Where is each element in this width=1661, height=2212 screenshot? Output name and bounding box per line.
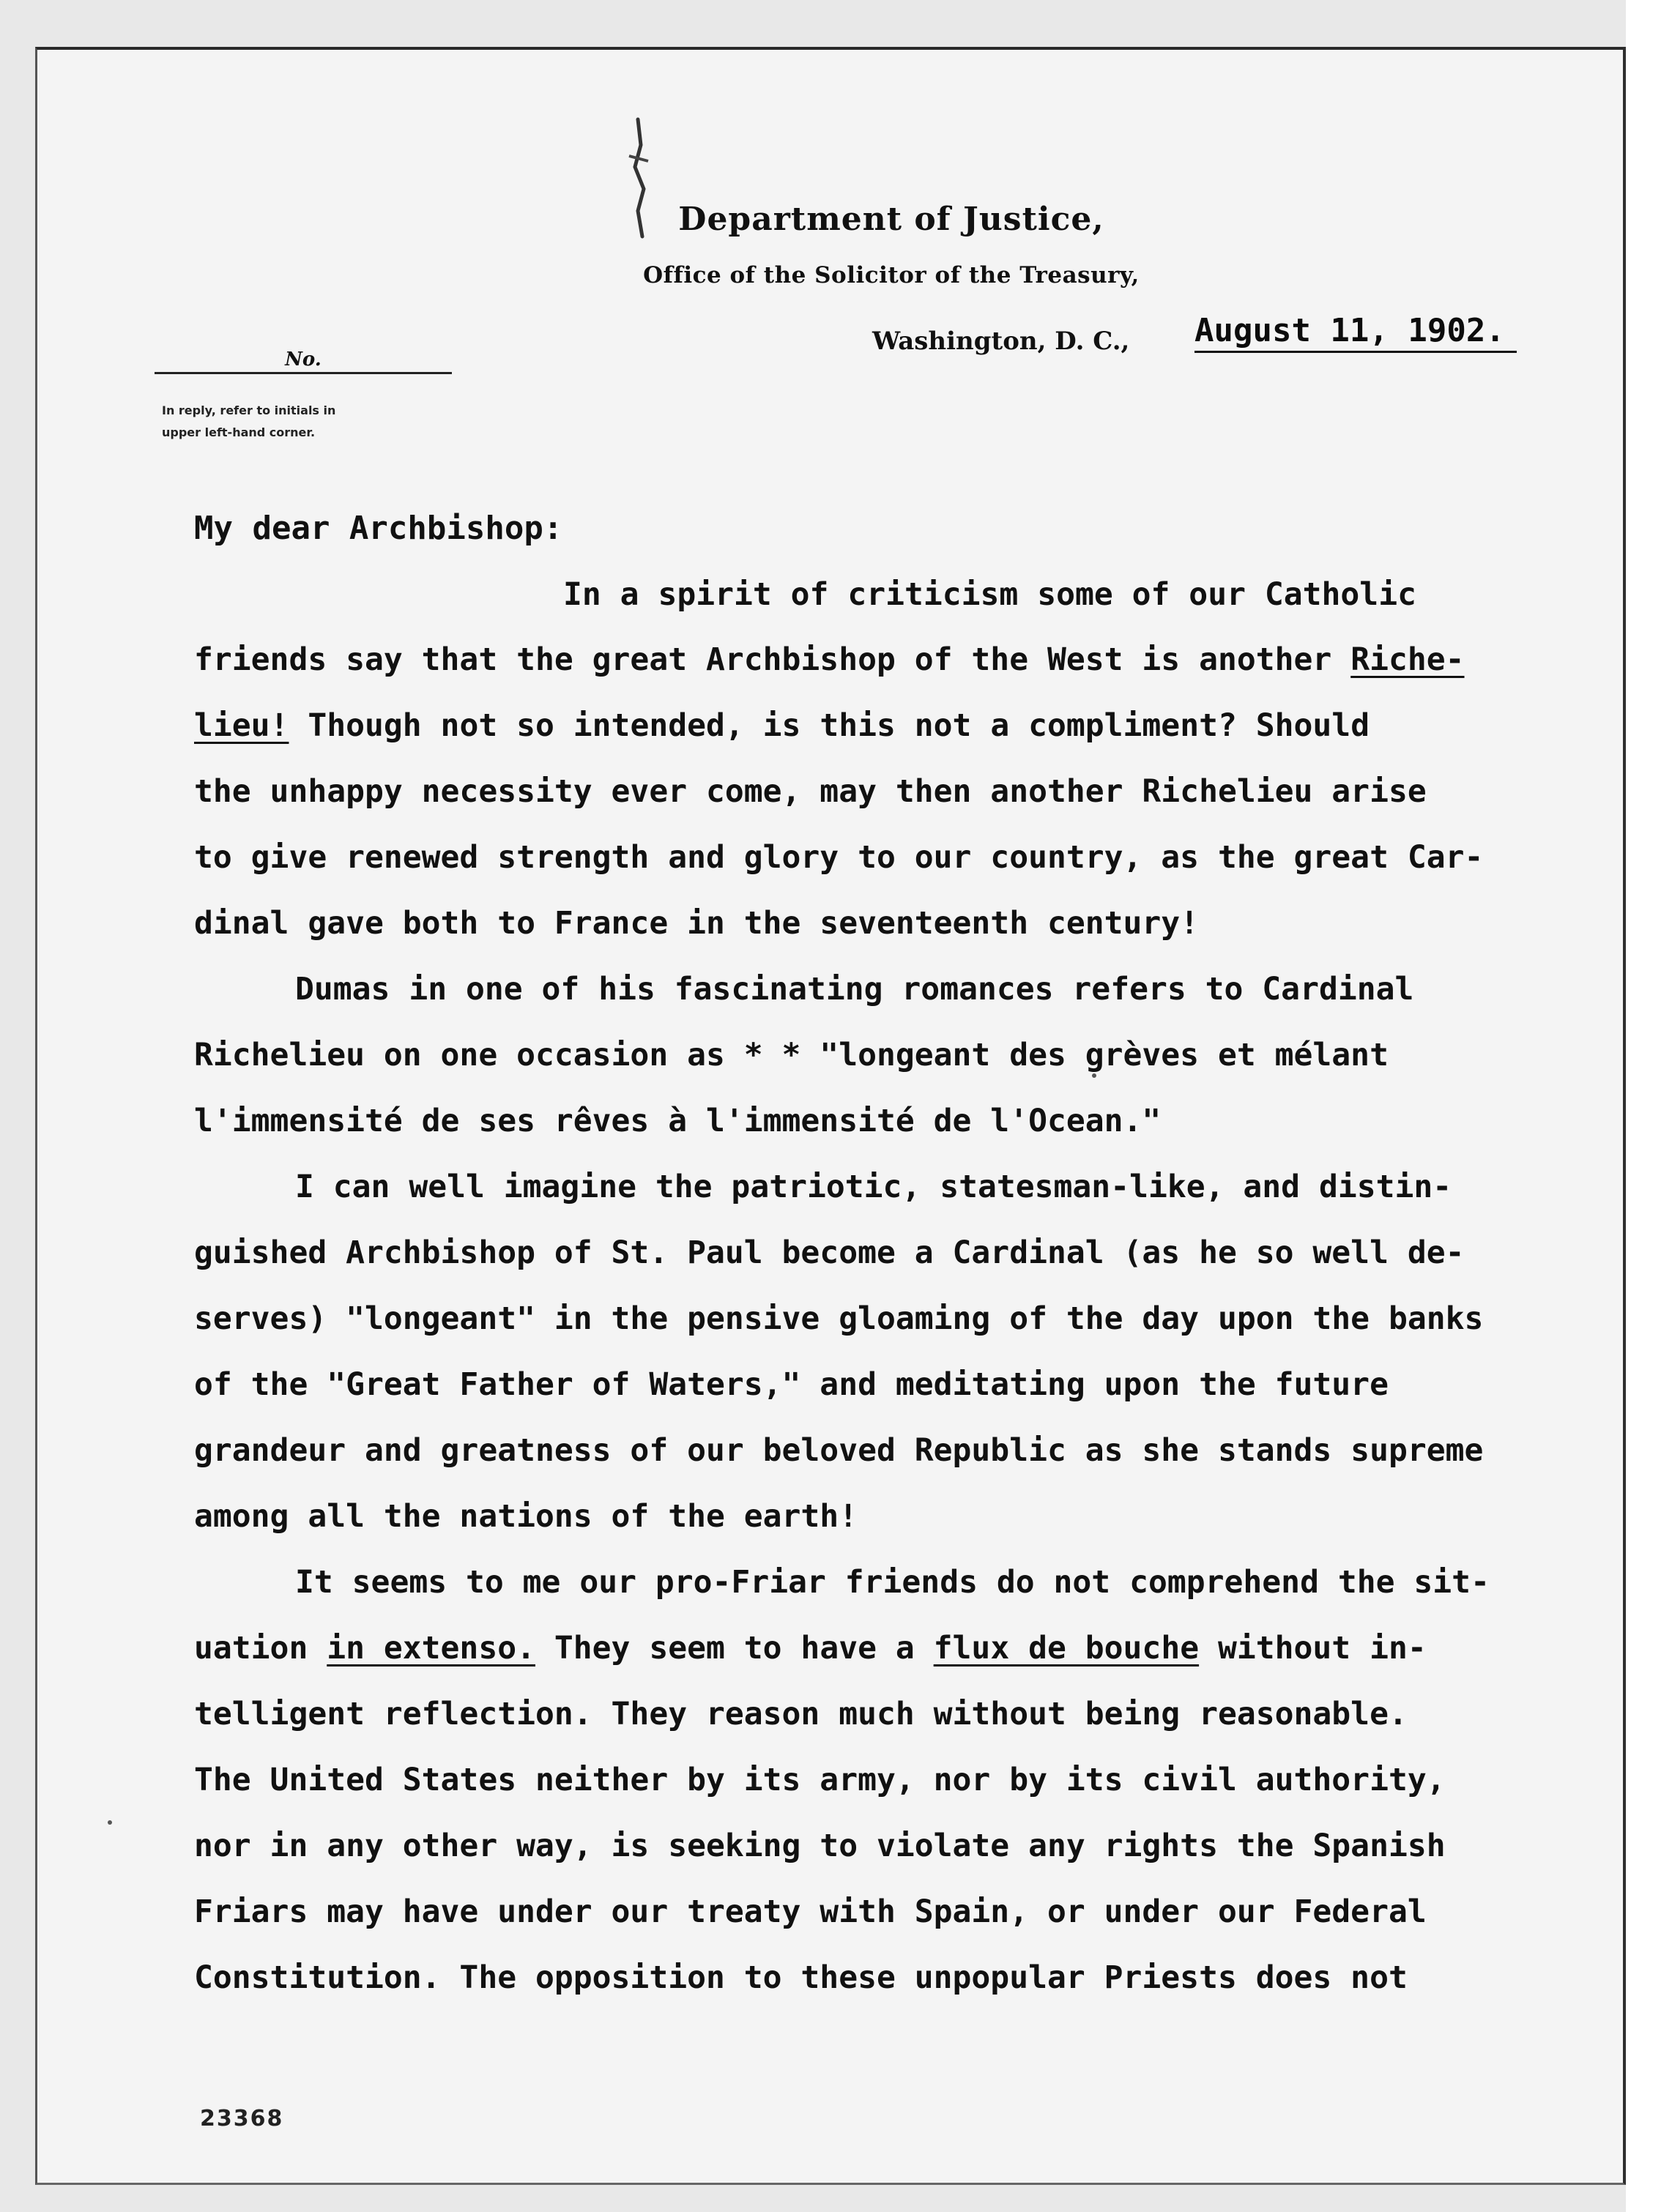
paper-speck — [108, 1820, 112, 1825]
paragraph-1-line-2 — [194, 638, 1465, 682]
reply-note-line-2: upper left-hand corner. — [162, 425, 316, 439]
paragraph-3-line-6: among all the nations of the earth! — [194, 1498, 858, 1535]
paragraph-4-line-2-text-c: without in- — [1199, 1630, 1427, 1667]
paragraph-4-line-5: nor in any other way, is seeking to violate any rights the Spanish — [194, 1828, 1446, 1864]
richelieu-underlined-1: Riche- — [1350, 641, 1465, 678]
letterhead-department: Department of Justice, — [678, 201, 1104, 238]
paragraph-2-line-1: Dumas in one of his fascinating romances refers to Cardinal — [295, 971, 1414, 1008]
paragraph-3-line-2: guished Archbishop of St. Paul become a Cardinal (as he so well de- — [194, 1235, 1465, 1271]
letter-page — [35, 47, 1626, 2185]
paragraph-1-line-6: dinal gave both to France in the seventeenth century! — [194, 905, 1200, 942]
paragraph-2-line-3: l'immensité de ses rêves à l'immensité de l'Ocean." — [194, 1103, 1162, 1139]
paragraph-3-line-5: grandeur and greatness of our beloved Republic as she stands supreme — [194, 1432, 1484, 1469]
paragraph-1-line-1: In a spirit of criticism some of our Catholic — [563, 576, 1416, 613]
file-number-label: No. — [285, 349, 322, 370]
letterhead-office: Office of the Solicitor of the Treasury, — [643, 262, 1140, 288]
paper-speck — [1092, 1073, 1096, 1078]
reply-instruction-note — [162, 400, 396, 444]
reply-note-line-1: In reply, refer to initials in — [162, 403, 336, 417]
file-number-line — [155, 372, 452, 374]
paragraph-2-line-2: Richelieu on one occasion as * * "longeant des grèves et mélant — [194, 1037, 1389, 1073]
in-extenso-underlined: in extenso. — [327, 1630, 535, 1667]
paragraph-3-line-3: serves) "longeant" in the pensive gloaming of the day upon the banks — [194, 1300, 1484, 1337]
letter-date: August 11, 1902. — [1194, 312, 1517, 353]
paragraph-3-line-4: of the "Great Father of Waters," and meditating upon the future — [194, 1366, 1389, 1403]
paragraph-1-line-3 — [194, 704, 1370, 748]
paragraph-4-line-2-text-b: They seem to have a — [535, 1630, 934, 1667]
paragraph-4-line-3: telligent reflection. They reason much without being reasonable. — [194, 1696, 1408, 1732]
letterhead-place: Washington, D. C., — [872, 327, 1130, 356]
paragraph-1-line-3-text: Though not so intended, is this not a compliment? Should — [289, 707, 1370, 744]
paragraph-4-line-7: Constitution. The opposition to these unpopular Priests does not — [194, 1959, 1408, 1996]
paragraph-3-line-1: I can well imagine the patriotic, statesman-like, and distin- — [295, 1169, 1452, 1205]
paragraph-4-line-2 — [194, 1626, 1427, 1670]
scan-background-strip — [1626, 0, 1661, 2212]
paragraph-1-line-2-text: friends say that the great Archbishop of the West is another — [194, 641, 1351, 678]
document-number: 23368 — [200, 2106, 284, 2131]
paragraph-4-line-1: It seems to me our pro-Friar friends do not comprehend the sit- — [295, 1564, 1490, 1601]
paragraph-1-line-4: the unhappy necessity ever come, may then another Richelieu arise — [194, 773, 1427, 810]
paragraph-4-line-6: Friars may have under our treaty with Spain, or under our Federal — [194, 1893, 1427, 1930]
salutation: My dear Archbishop: — [194, 510, 563, 547]
richelieu-underlined-2: lieu! — [194, 707, 289, 744]
paragraph-4-line-4: The United States neither by its army, nor by its civil authority, — [194, 1762, 1446, 1798]
flux-de-bouche-underlined: flux de bouche — [933, 1630, 1200, 1667]
paragraph-4-line-2-text-a: uation — [194, 1630, 327, 1667]
paragraph-1-line-5: to give renewed strength and glory to our country, as the great Car- — [194, 839, 1484, 876]
